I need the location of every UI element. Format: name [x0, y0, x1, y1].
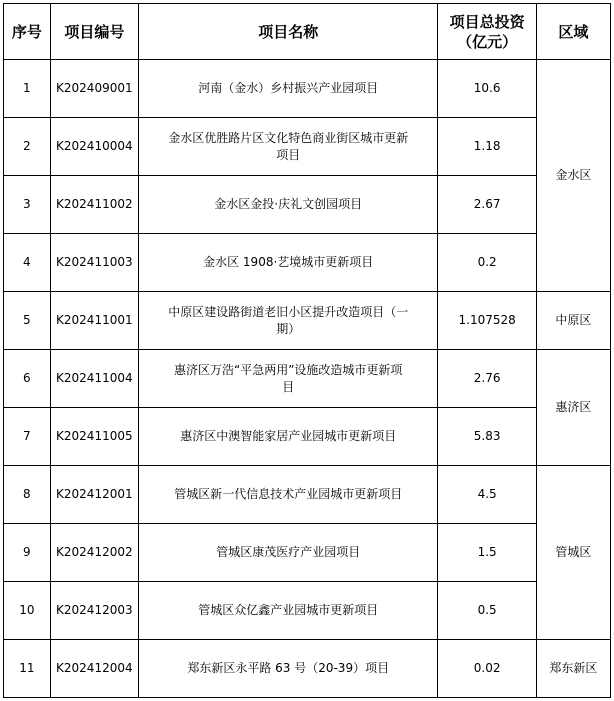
cell-investment: 0.5: [438, 582, 536, 640]
name-text: 郑东新区永平路 63 号（20-39）项目: [187, 661, 390, 675]
cell-name: [138, 176, 437, 234]
name-text: 惠济区中澳智能家居产业园城市更新项目: [180, 429, 397, 443]
cell-code: K202411003: [50, 234, 138, 292]
cell-investment: 2.76: [438, 350, 536, 408]
table-row: [4, 408, 611, 466]
name-text: 惠济区万浩“平急两用”设施改造城市更新项目: [173, 362, 403, 394]
header-code: 项目编号: [50, 4, 138, 60]
cell-seq: 6: [4, 350, 51, 408]
cell-name: [138, 292, 437, 350]
cell-investment: 1.5: [438, 524, 536, 582]
cell-area: 金水区: [536, 60, 610, 292]
table-row: [4, 582, 611, 640]
cell-investment: 5.83: [438, 408, 536, 466]
cell-code: K202409001: [50, 60, 138, 118]
table-row: [4, 176, 611, 234]
table-row: [4, 466, 611, 524]
cell-investment: 4.5: [438, 466, 536, 524]
cell-investment: 10.6: [438, 60, 536, 118]
cell-seq: 3: [4, 176, 51, 234]
cell-seq: 8: [4, 466, 51, 524]
cell-code: K202412001: [50, 466, 138, 524]
cell-code: K202411004: [50, 350, 138, 408]
cell-code: K202412002: [50, 524, 138, 582]
cell-name: [138, 350, 437, 408]
name-text: 河南（金水）乡村振兴产业园项目: [198, 81, 379, 95]
cell-name: [138, 524, 437, 582]
cell-name: [138, 234, 437, 292]
cell-name: [138, 408, 437, 466]
cell-name: [138, 466, 437, 524]
name-text: 管城区康茂医疗产业园项目: [216, 545, 361, 559]
cell-seq: 11: [4, 640, 51, 698]
cell-area: 中原区: [536, 292, 610, 350]
table-row: [4, 234, 611, 292]
cell-seq: 1: [4, 60, 51, 118]
header-seq: 序号: [4, 4, 51, 60]
cell-seq: 9: [4, 524, 51, 582]
cell-code: K202412004: [50, 640, 138, 698]
cell-code: K202410004: [50, 118, 138, 176]
cell-code: K202412003: [50, 582, 138, 640]
cell-name: [138, 640, 437, 698]
cell-code: K202411001: [50, 292, 138, 350]
cell-investment: 1.18: [438, 118, 536, 176]
table-row: [4, 640, 611, 698]
table-row: [4, 292, 611, 350]
cell-code: K202411005: [50, 408, 138, 466]
cell-name: [138, 118, 437, 176]
cell-code: K202411002: [50, 176, 138, 234]
cell-seq: 2: [4, 118, 51, 176]
cell-investment: 0.2: [438, 234, 536, 292]
cell-seq: 10: [4, 582, 51, 640]
name-text: 金水区优胜路片区文化特色商业街区城市更新项目: [168, 130, 409, 162]
header-area: 区域: [536, 4, 610, 60]
cell-seq: 4: [4, 234, 51, 292]
name-text: 管城区众亿鑫产业园城市更新项目: [198, 603, 379, 617]
header-row: [4, 4, 611, 60]
cell-name: [138, 60, 437, 118]
cell-investment: 2.67: [438, 176, 536, 234]
cell-area: 郑东新区: [536, 640, 610, 698]
project-table: [3, 3, 611, 698]
cell-investment: 1.107528: [438, 292, 536, 350]
cell-name: [138, 582, 437, 640]
name-text: 中原区建设路街道老旧小区提升改造项目（一期）: [168, 304, 409, 336]
header-name: 项目名称: [138, 4, 437, 60]
table-row: [4, 350, 611, 408]
cell-area: 管城区: [536, 466, 610, 640]
cell-seq: 5: [4, 292, 51, 350]
name-text: 金水区 1908·艺境城市更新项目: [203, 255, 374, 269]
cell-investment: 0.02: [438, 640, 536, 698]
cell-seq: 7: [4, 408, 51, 466]
table-row: [4, 60, 611, 118]
name-text: 管城区新一代信息技术产业园城市更新项目: [174, 487, 403, 501]
table-row: [4, 524, 611, 582]
table-row: [4, 118, 611, 176]
cell-area: 惠济区: [536, 350, 610, 466]
name-text: 金水区金投·庆礼文创园项目: [214, 197, 363, 211]
header-investment: 项目总投资（亿元）: [438, 4, 536, 60]
